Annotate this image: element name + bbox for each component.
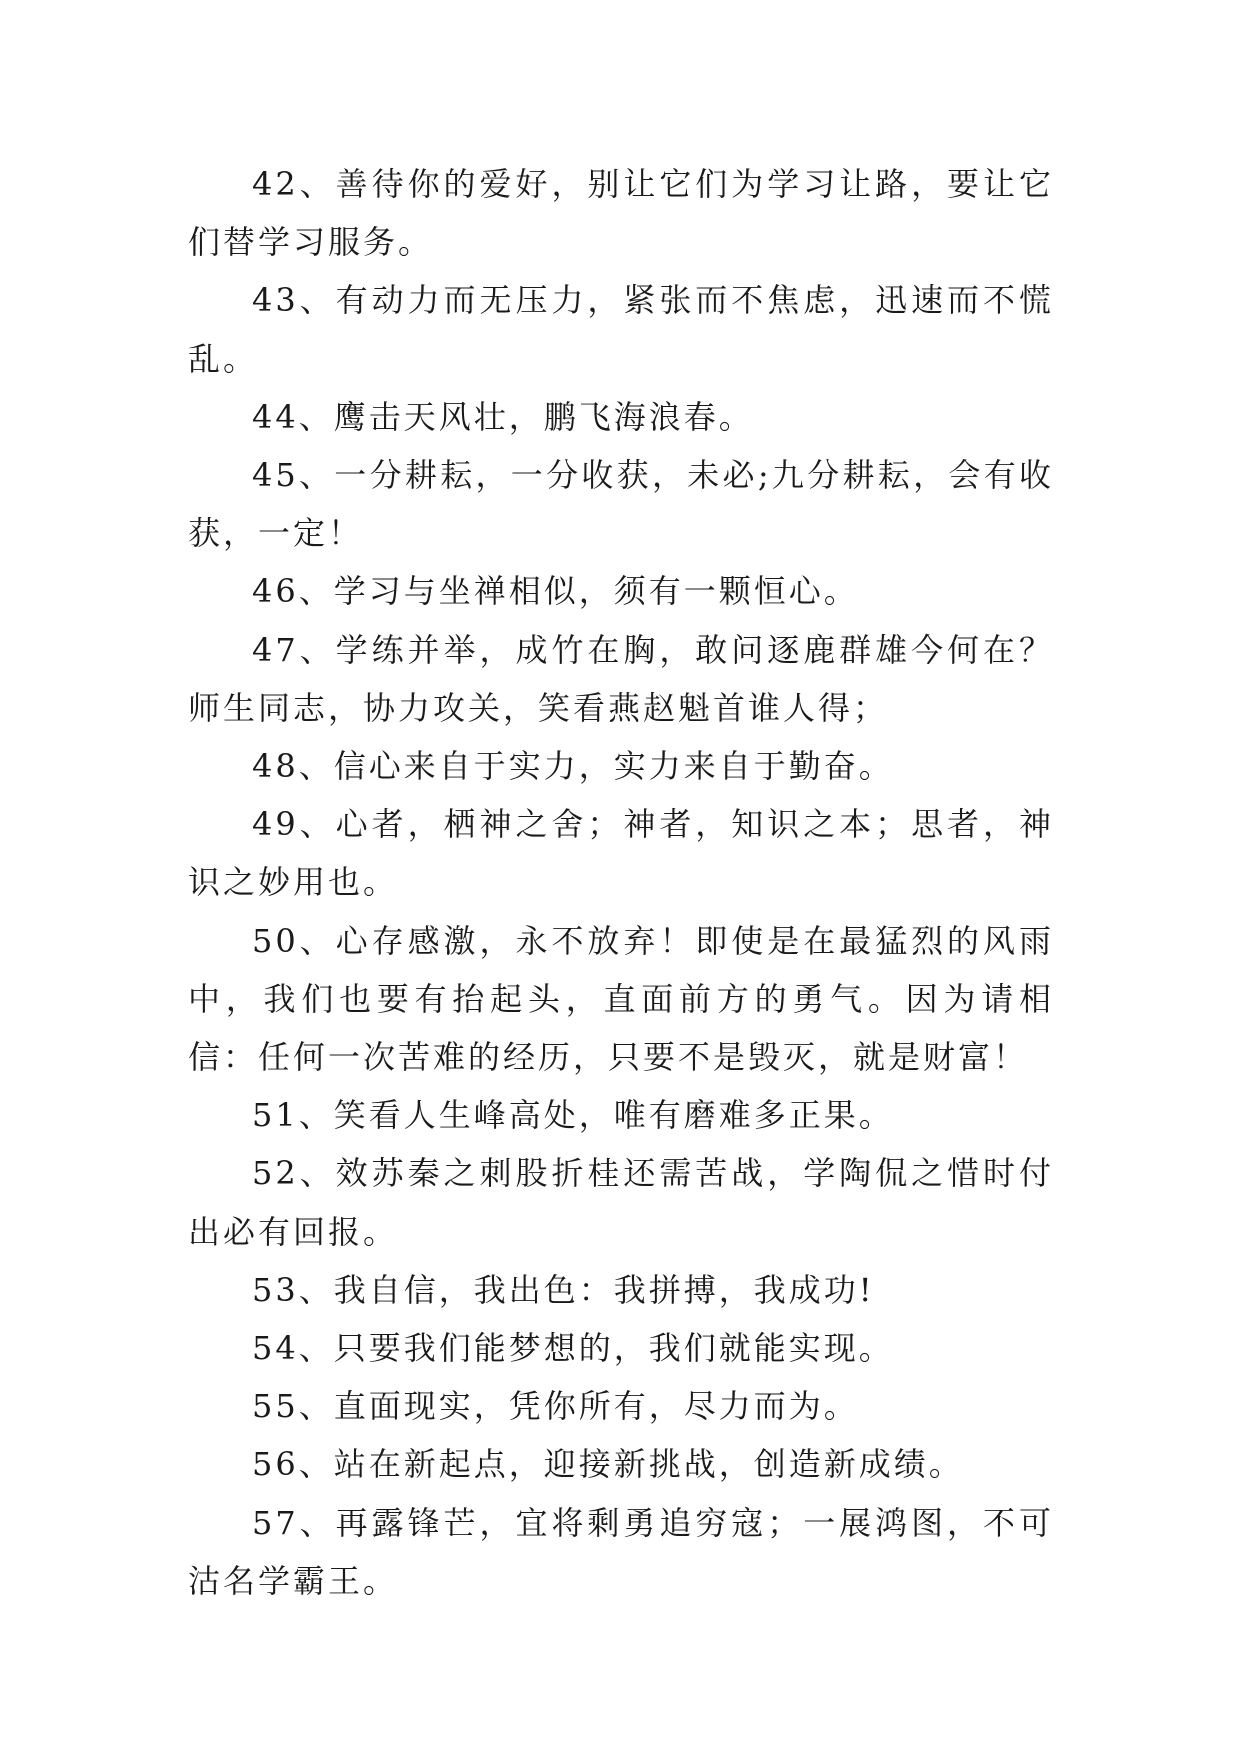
- paragraph-48: 48、信心来自于实力，实力来自于勤奋。: [252, 747, 894, 786]
- paragraph-42: 42、善待你的爱好，别让它们为学习让路，要让它们替学习服务。: [188, 165, 1054, 262]
- paragraph-55: 55、直面现实，凭你所有，尽力而为。: [252, 1387, 859, 1426]
- paragraph-52: 52、效苏秦之刺股折桂还需苦战，学陶侃之惜时付出必有回报。: [188, 1154, 1054, 1251]
- paragraph-44: 44、鹰击天风壮，鹏飞海浪春。: [252, 397, 754, 436]
- paragraph-43: 43、有动力而无压力，紧张而不焦虑，迅速而不慌乱。: [188, 281, 1054, 378]
- paragraph-53: 53、我自信，我出色：我拼搏，我成功!: [252, 1270, 875, 1309]
- paragraph-47: 47、学练并举，成竹在胸，敢问逐鹿群雄今何在？师生同志，协力攻关，笑看燕赵魁首谁人得；: [188, 630, 1054, 727]
- paragraph-46: 46、学习与坐禅相似，须有一颗恒心。: [252, 572, 859, 611]
- paragraph-51: 51、笑看人生峰高处，唯有磨难多正果。: [252, 1096, 894, 1135]
- paragraph-56: 56、站在新起点，迎接新挑战，创造新成绩。: [252, 1445, 964, 1484]
- paragraph-50: 50、心存感激，永不放弃！即使是在最猛烈的风雨中，我们也要有抬起头，直面前方的勇气。因为请相信：任何一次苦难的经历，只要不是毁灭，就是财富！: [188, 921, 1054, 1077]
- paragraph-49: 49、心者，栖神之舍；神者，知识之本；思者，神识之妙用也。: [188, 805, 1054, 902]
- paragraph-45: 45、一分耕耘，一分收获，未必;九分耕耘，会有收获，一定！: [188, 456, 1054, 553]
- paragraph-54: 54、只要我们能梦想的，我们就能实现。: [252, 1329, 894, 1368]
- document-body: [188, 155, 1054, 1610]
- paragraph-57: 57、再露锋芒，宜将剩勇追穷寇；一展鸿图，不可沽名学霸王。: [188, 1503, 1054, 1600]
